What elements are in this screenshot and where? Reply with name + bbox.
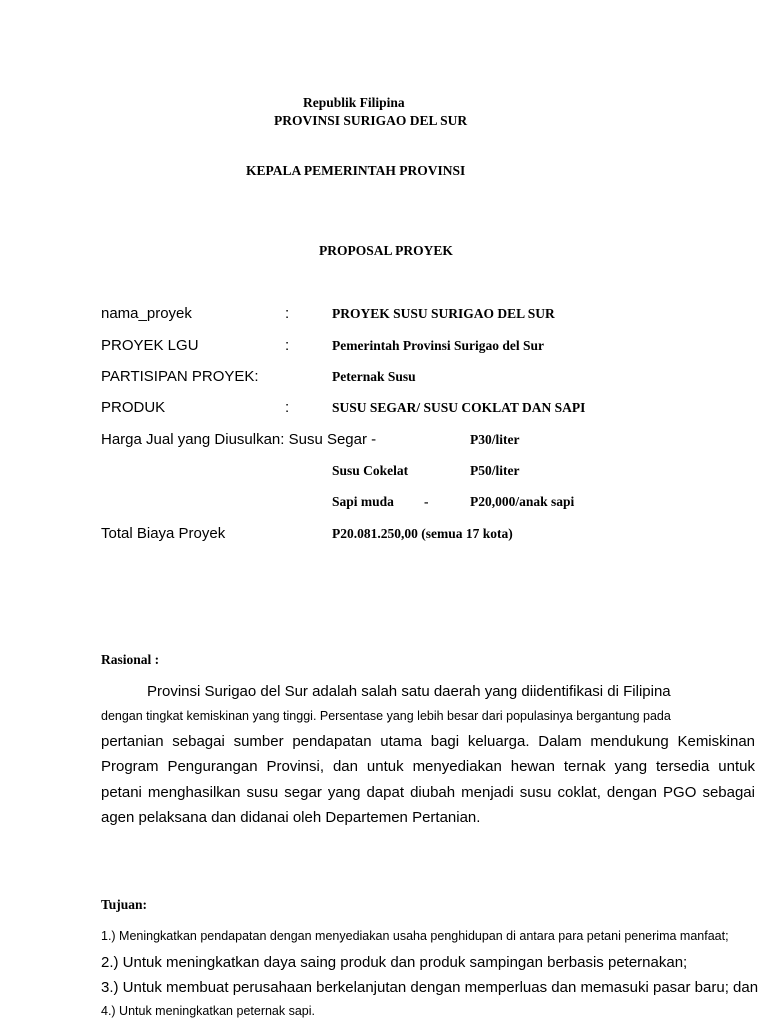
country-name: Republik Filipina: [303, 95, 405, 110]
project-name-label: nama_proyek: [101, 305, 192, 322]
rationale-heading: Rasional :: [101, 652, 160, 667]
product-value: SUSU SEGAR/ SUSU COKLAT DAN SAPI: [332, 400, 586, 415]
calf-price: P20,000/anak sapi: [470, 494, 575, 509]
price-label: Harga Jual yang Diusulkan: Susu Segar -: [101, 431, 377, 448]
goal-item-1: 1.) Meningkatkan pendapatan dengan menyediakan usaha penghidupan di antara para petani penerima manfaat;: [101, 929, 729, 943]
lgu-value: Pemerintah Provinsi Surigao del Sur: [332, 338, 545, 353]
project-name-value: PROYEK SUSU SURIGAO DEL SUR: [332, 306, 555, 321]
total-cost-label: Total Biaya Proyek: [101, 525, 226, 542]
document-title: PROPOSAL PROYEK: [319, 243, 453, 258]
office-title: KEPALA PEMERINTAH PROVINSI: [246, 163, 466, 178]
goals-heading: Tujuan:: [101, 897, 148, 912]
chocolate-milk-item: Susu Cokelat: [332, 463, 409, 478]
lgu-label: PROYEK LGU: [101, 337, 199, 354]
goal-item-2: 2.) Untuk meningkatkan daya saing produk dan produk sampingan berbasis peternakan;: [101, 954, 688, 971]
goal-item-3: 3.) Untuk membuat perusahaan berkelanjutan dengan memperluas dan memasuki pasar baru; dan: [101, 979, 759, 996]
rationale-line-5: petani menghasilkan susu segar yang dapat diubah menjadi susu coklat, dengan PGO sebagai: [101, 784, 755, 801]
rationale-line-2: dengan tingkat kemiskinan yang tinggi. Persentase yang lebih besar dari populasinya bergantung pada: [101, 709, 671, 723]
product-separator: :: [285, 399, 290, 416]
product-label: PRODUK: [101, 399, 166, 416]
total-cost-value: P20.081.250,00 (semua 17 kota): [332, 526, 513, 541]
participants-label: PARTISIPAN PROYEK:: [101, 368, 259, 385]
goal-item-4: 4.) Untuk meningkatkan peternak sapi.: [101, 1004, 316, 1018]
fresh-milk-price: P30/liter: [470, 432, 520, 447]
participants-value: Peternak Susu: [332, 369, 416, 384]
calf-item: Sapi muda: [332, 494, 394, 509]
project-name-separator: :: [285, 305, 290, 322]
province-name: PROVINSI SURIGAO DEL SUR: [274, 113, 468, 128]
rationale-line-6: agen pelaksana dan didanai oleh Departemen Pertanian.: [101, 809, 481, 826]
lgu-separator: :: [285, 337, 290, 354]
rationale-line-4: Program Pengurangan Provinsi, dan untuk menyediakan hewan ternak yang tersedia untuk: [101, 758, 755, 775]
chocolate-milk-price: P50/liter: [470, 463, 520, 478]
calf-dash: -: [424, 494, 429, 509]
rationale-line-1: Provinsi Surigao del Sur adalah salah satu daerah yang diidentifikasi di Filipina: [147, 683, 671, 700]
rationale-line-3: pertanian sebagai sumber pendapatan utama bagi keluarga. Dalam mendukung Kemiskinan: [101, 733, 755, 750]
